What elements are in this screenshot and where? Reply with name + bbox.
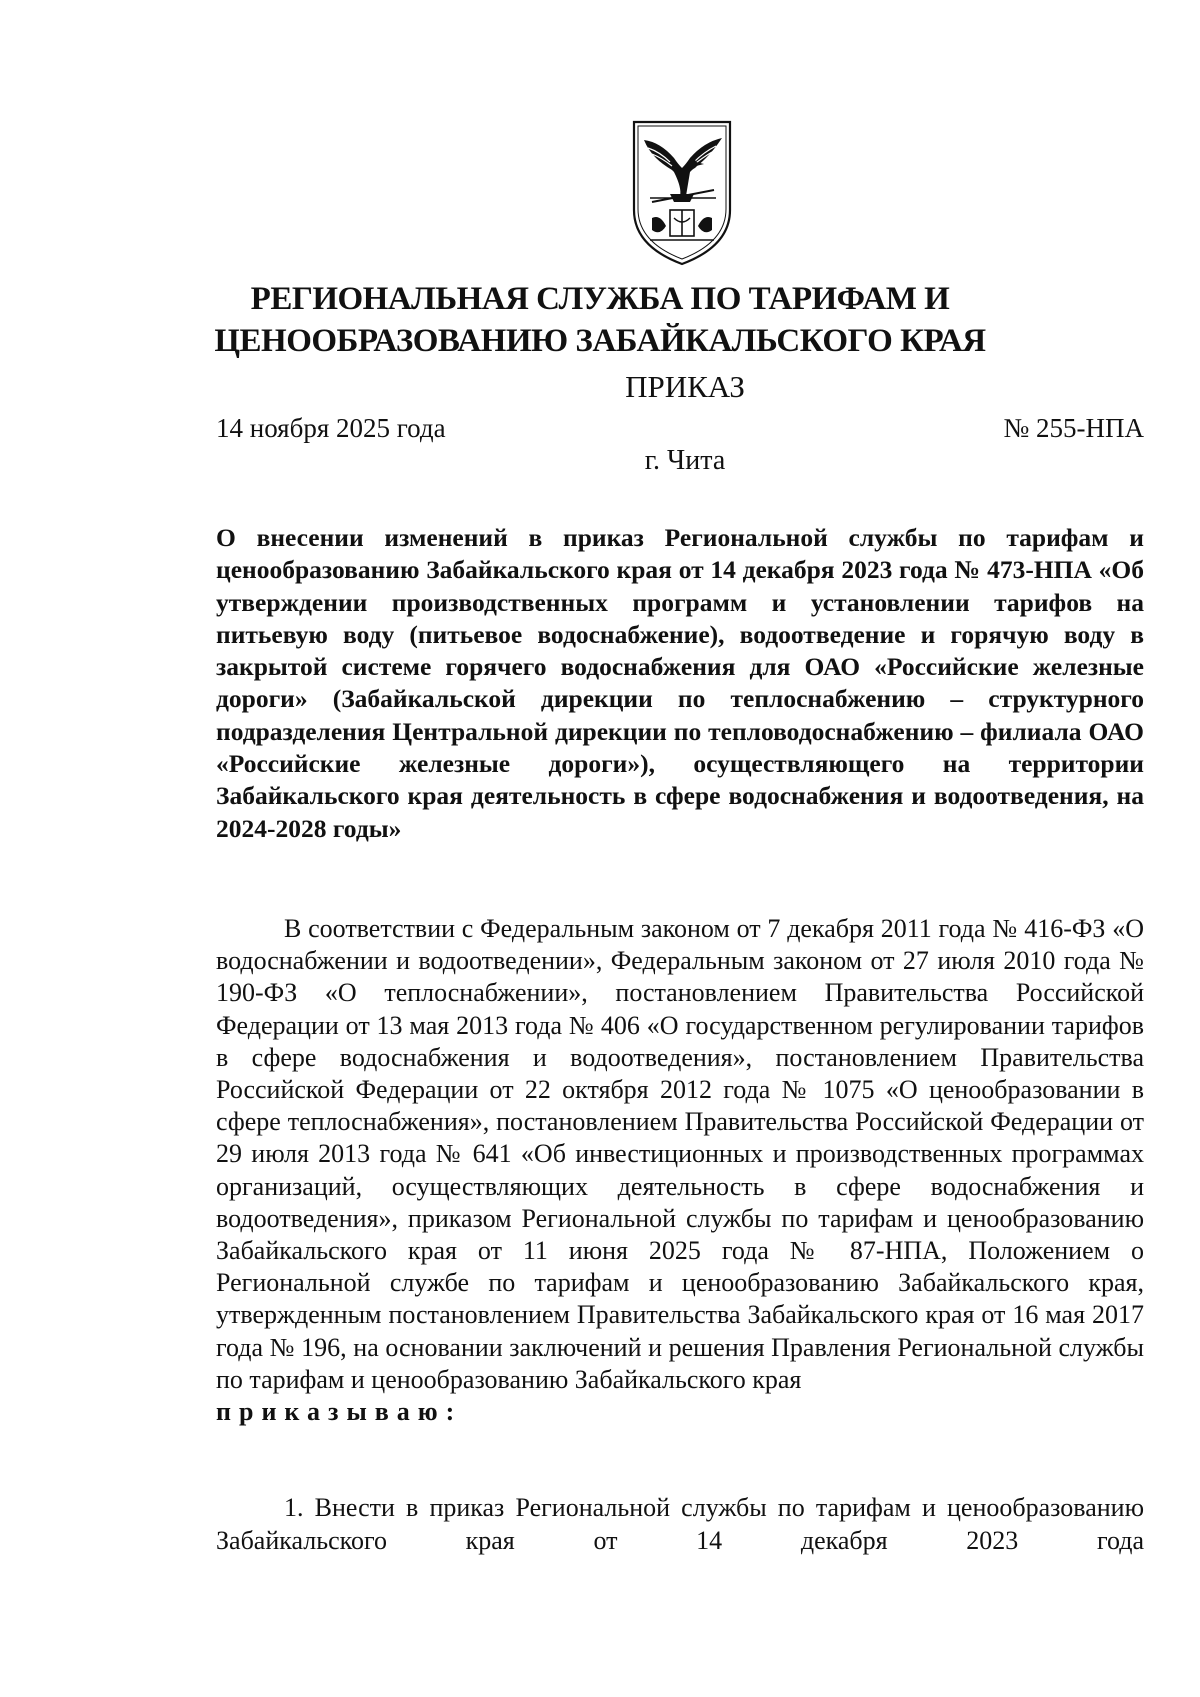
order-word: приказываю: [216,1397,463,1427]
preamble-text: В соответствии с Федеральным законом от 7 декабря 2011 года № 416-ФЗ «О водоснабжении и водоотведении», Федеральным законом от 27 июля 2010 года № 190-ФЗ «О теплоснабжении», постановлением Правительства Российской Федерации от 13 мая 2013 года № 406 «О государственном регулировании тарифов в сфере водоснабжения и водоотведения», постановлением Правительства Российской Федерации от 22 октября 2012 года № 1075 «О ценообразовании в сфере теплоснабжения», постановлением Правительства Российской Федерации от 29 июля 2013 года № 641 «Об инвестиционных и производственных программах организаций, осуществляющих деятельность в сфере водоснабжения и водоотведения», приказом Региональной службы по тарифам и ценообразованию Забайкальского края от 11 июня 2025 года № 87-НПА, Положением о Региональной службе по тарифам и ценообразованию Забайкальского края, утвержденным постановлением Правительства Забайкальского края от 16 мая 2017 года № 196, на основании заключений и решения Правления Региональной службы по тарифам и ценообразованию Забайкальского края [216,914,1144,1394]
document-type: ПРИКАЗ [625,369,745,404]
preamble-paragraph [216,913,1144,1428]
document-city: г. Чита [644,445,726,476]
document-subject: О внесении изменений в приказ Региональной службы по тарифам и ценообразованию Забайкальского края от 14 декабря 2023 года № 473-НПА «Об утверждении производственных программ и установлении тарифов на питьевую воду (питьевое водоснабжение), водоотведение и горячую воду в закрытой системе горячего водоснабжения для ОАО «Российские железные дороги» (Забайкальской дирекции по теплоснабжению – структурного подразделения Центральной дирекции по тепловодоснабжению – филиала ОАО «Российские железные дороги»), осуществляющего на территории Забайкальского края деятельность в сфере водоснабжения и водоотведения, на 2024-2028 годы» [216,523,1144,843]
document-date: 14 ноября 2025 года [216,413,446,443]
organization-title-line-1: РЕГИОНАЛЬНАЯ СЛУЖБА ПО ТАРИФАМ И [250,281,950,317]
coat-of-arms-icon [630,118,734,268]
organization-title-line-2: ЦЕНООБРАЗОВАНИЮ ЗАБАЙКАЛЬСКОГО КРАЯ [214,323,986,359]
document-number: № 255-НПА [1003,413,1144,443]
organization-title [150,278,1050,362]
order-item-1: 1. Внести в приказ Региональной службы по тарифам и ценообразованию Забайкальского края от 14 декабря 2023 года [216,1493,1144,1555]
